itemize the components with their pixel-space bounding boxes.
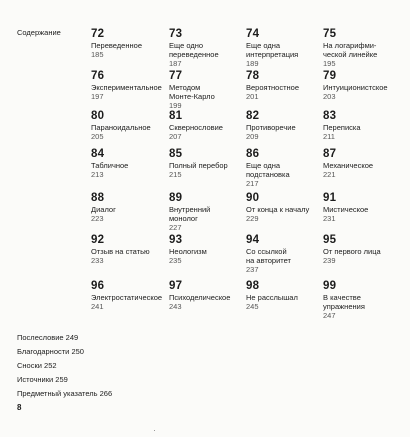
chapter-entry xyxy=(323,280,399,322)
chapter-number: 92 xyxy=(91,234,105,246)
chapter-title: Электростатическое xyxy=(91,293,163,302)
chapter-page: 195 xyxy=(323,59,336,68)
chapter-page: 239 xyxy=(323,256,336,265)
chapter-page: 245 xyxy=(246,302,259,311)
chapter-entry xyxy=(246,280,323,322)
chapter-number: 80 xyxy=(91,110,105,122)
chapter-entry xyxy=(246,148,323,192)
chapter-title: Параноидальное xyxy=(91,123,151,132)
chapter-entry xyxy=(91,110,169,148)
chapter-page: 243 xyxy=(169,302,182,311)
chapter-page: 211 xyxy=(323,132,335,141)
chapter-number: 78 xyxy=(246,70,260,82)
print-speck xyxy=(154,430,155,431)
chapter-number: 72 xyxy=(91,28,105,40)
chapter-title: Противоречие xyxy=(246,123,296,132)
chapter-title: Диалог xyxy=(91,205,116,214)
chapter-entry xyxy=(246,70,323,110)
chapter-number: 93 xyxy=(169,234,183,246)
chapter-page: 223 xyxy=(91,214,104,223)
chapter-number: 97 xyxy=(169,280,183,292)
chapter-title: Еще одно переведенное xyxy=(169,41,219,59)
chapter-entry xyxy=(91,192,169,234)
back-matter-item: Благодарности 250 xyxy=(17,347,84,356)
chapter-title: Механическое xyxy=(323,161,374,170)
chapter-page: 199 xyxy=(169,101,182,110)
chapter-number: 82 xyxy=(246,110,260,122)
chapter-title: В качестве упражнения xyxy=(323,293,365,311)
chapter-number: 99 xyxy=(323,280,337,292)
chapter-page: 237 xyxy=(246,265,259,274)
back-matter-item: Предметный указатель 266 xyxy=(17,389,113,398)
back-matter-item: Источники 259 xyxy=(17,375,68,384)
chapter-page: 233 xyxy=(91,256,104,265)
chapter-entry xyxy=(246,110,323,148)
chapter-entry xyxy=(91,234,169,280)
chapter-title: Полный перебор xyxy=(169,161,228,170)
chapter-page: 229 xyxy=(246,214,259,223)
page-number: 8 xyxy=(17,403,22,412)
chapter-title: Еще одна подстановка xyxy=(246,161,290,179)
chapter-number: 94 xyxy=(246,234,260,246)
chapter-page: 235 xyxy=(169,256,182,265)
chapter-page: 213 xyxy=(91,170,104,179)
chapter-number: 77 xyxy=(169,70,183,82)
chapter-number: 89 xyxy=(169,192,183,204)
chapter-page: 205 xyxy=(91,132,104,141)
chapter-page: 231 xyxy=(323,214,336,223)
back-matter-item: Сноски 252 xyxy=(17,361,57,370)
chapter-page: 197 xyxy=(91,92,104,101)
chapter-number: 81 xyxy=(169,110,183,122)
chapter-page: 187 xyxy=(169,59,182,68)
chapter-entry xyxy=(91,70,169,110)
chapter-number: 85 xyxy=(169,148,183,160)
chapter-title: Переведенное xyxy=(91,41,142,50)
chapter-page: 185 xyxy=(91,50,104,59)
chapter-number: 90 xyxy=(246,192,260,204)
chapter-entry xyxy=(169,192,246,234)
chapter-title: Интуиционистское xyxy=(323,83,388,92)
chapter-number: 74 xyxy=(246,28,260,40)
chapter-number: 83 xyxy=(323,110,337,122)
chapter-page: 227 xyxy=(169,223,182,232)
chapter-page: 221 xyxy=(323,170,336,179)
chapter-page: 207 xyxy=(169,132,182,141)
chapter-entry xyxy=(169,28,246,70)
chapter-entry xyxy=(91,148,169,192)
chapter-title: Со ссылкой на авторитет xyxy=(246,247,291,265)
chapter-title: Не расслышал xyxy=(246,293,298,302)
chapter-entry xyxy=(323,70,399,110)
chapter-page: 217 xyxy=(246,179,259,188)
chapter-page: 209 xyxy=(246,132,259,141)
chapter-entry xyxy=(323,28,399,70)
chapter-entry xyxy=(91,28,169,70)
chapter-entry xyxy=(169,110,246,148)
chapter-title: Отзыв на статью xyxy=(91,247,150,256)
chapter-entry xyxy=(323,234,399,280)
chapter-number: 95 xyxy=(323,234,337,246)
chapter-title: Методом Монте-Карло xyxy=(169,83,215,101)
chapter-entry xyxy=(246,234,323,280)
chapter-title: Неологизм xyxy=(169,247,207,256)
chapter-page: 189 xyxy=(246,59,259,68)
chapter-number: 91 xyxy=(323,192,337,204)
chapter-entry xyxy=(169,234,246,280)
chapter-page: 215 xyxy=(169,170,182,179)
chapter-number: 84 xyxy=(91,148,105,160)
chapter-title: Внутренний монолог xyxy=(169,205,211,223)
chapter-title: Психоделическое xyxy=(169,293,231,302)
chapter-number: 79 xyxy=(323,70,337,82)
chapter-entry xyxy=(91,280,169,322)
chapter-title: Экспериментальное xyxy=(91,83,162,92)
chapter-number: 73 xyxy=(169,28,183,40)
chapter-title: Мистическое xyxy=(323,205,369,214)
chapter-title: На логарифми- ческой линейке xyxy=(323,41,378,59)
chapter-entry xyxy=(169,148,246,192)
chapter-grid xyxy=(91,28,399,322)
chapter-title: От конца к началу xyxy=(246,205,310,214)
chapter-entry xyxy=(323,110,399,148)
chapter-number: 98 xyxy=(246,280,260,292)
chapter-title: От первого лица xyxy=(323,247,381,256)
chapter-title: Вероятностное xyxy=(246,83,299,92)
chapter-page: 241 xyxy=(91,302,104,311)
chapter-page: 203 xyxy=(323,92,336,101)
chapter-number: 88 xyxy=(91,192,105,204)
chapter-page: 201 xyxy=(246,92,259,101)
chapter-entry xyxy=(323,192,399,234)
chapter-title: Табличное xyxy=(91,161,129,170)
chapter-title: Сквернословие xyxy=(169,123,223,132)
chapter-number: 87 xyxy=(323,148,337,160)
chapter-page: 247 xyxy=(323,311,336,320)
chapter-title: Переписка xyxy=(323,123,361,132)
chapter-entry xyxy=(169,280,246,322)
chapter-entry xyxy=(246,192,323,234)
back-matter-list xyxy=(17,331,112,401)
chapter-number: 86 xyxy=(246,148,260,160)
chapter-entry xyxy=(246,28,323,70)
contents-heading: Содержание xyxy=(17,28,61,37)
chapter-entry xyxy=(323,148,399,192)
chapter-entry xyxy=(169,70,246,110)
chapter-number: 76 xyxy=(91,70,105,82)
chapter-title: Еще одна интерпретация xyxy=(246,41,299,59)
chapter-number: 75 xyxy=(323,28,337,40)
chapter-number: 96 xyxy=(91,280,105,292)
back-matter-item: Послесловие 249 xyxy=(17,333,79,342)
